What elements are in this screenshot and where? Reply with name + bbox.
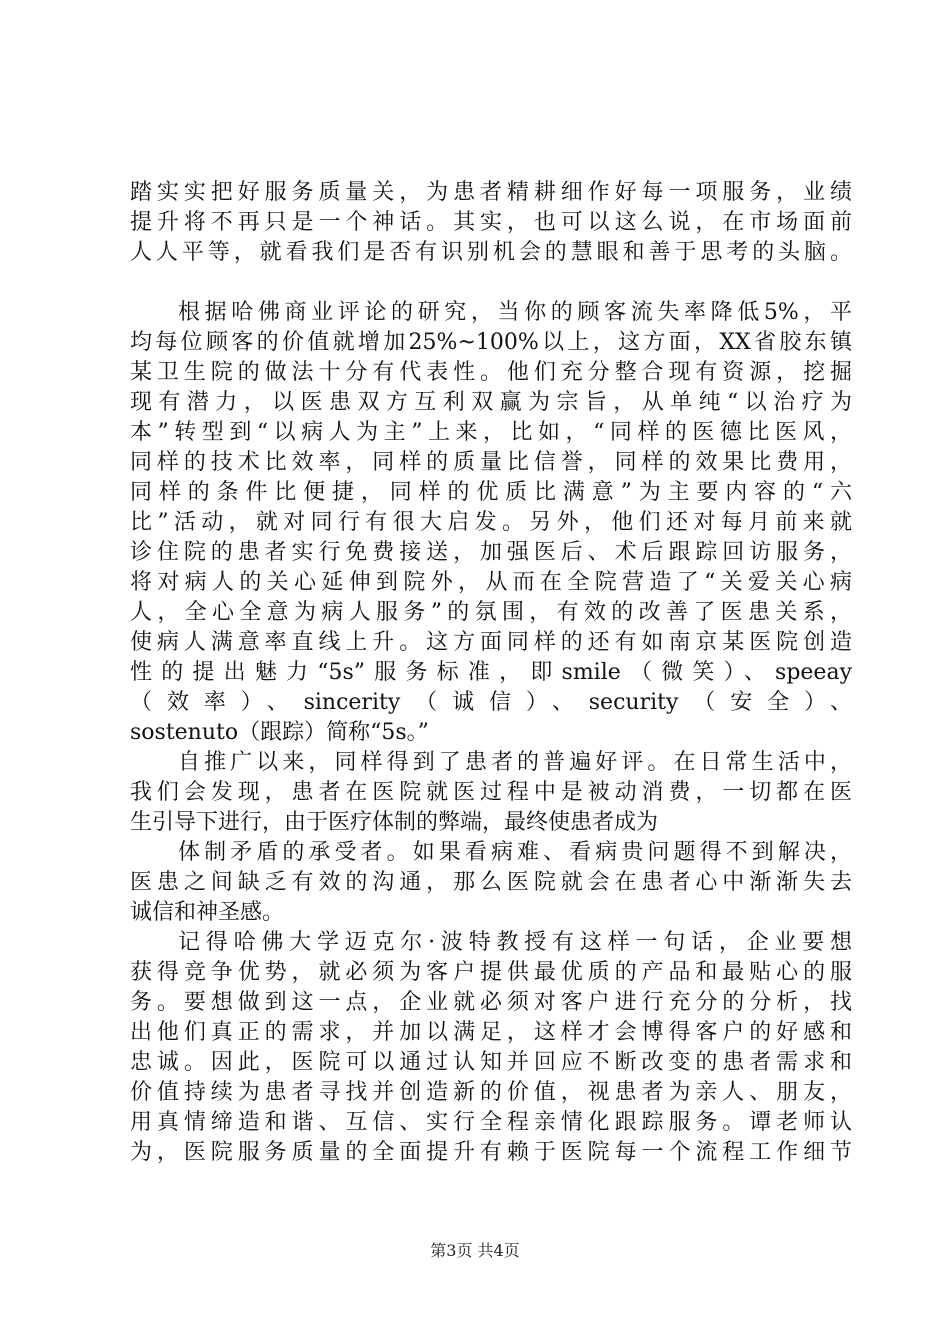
text-line: 价值持续为患者寻找并创造新的价值，视患者为亲人、朋友， bbox=[130, 1080, 852, 1105]
text-line: 自推广以来，同样得到了患者的普遍好评。在日常生活中， bbox=[178, 750, 852, 775]
text-line: 人人平等，就看我们是否有识别机会的慧眼和善于思考的头脑。 bbox=[130, 240, 852, 265]
text-line: 提升将不再只是一个神话。其实，也可以这么说，在市场面前 bbox=[130, 210, 852, 235]
text-line: sostenuto（跟踪）简称“5s。” bbox=[130, 720, 429, 745]
text-line: 出他们真正的需求，并加以满足，这样才会博得客户的好感和 bbox=[130, 1020, 852, 1045]
text-line: 人，全心全意为病人服务”的氛围，有效的改善了医患关系， bbox=[130, 600, 852, 625]
text-line: 同样的技术比效率，同样的质量比信誉，同样的效果比费用， bbox=[130, 450, 852, 475]
text-line: 诚信和神圣感。 bbox=[130, 900, 285, 925]
text-line: 现有潜力，以医患双方互利双赢为宗旨，从单纯“以治疗为 bbox=[130, 390, 852, 415]
text-line: 为，医院服务质量的全面提升有赖于医院每一个流程工作细节 bbox=[130, 1140, 852, 1165]
text-line: 忠诚。因此，医院可以通过认知并回应不断改变的患者需求和 bbox=[130, 1050, 852, 1075]
text-line: 用真情缔造和谐、互信、实行全程亲情化跟踪服务。谭老师认 bbox=[130, 1110, 852, 1135]
text-line: 踏实实把好服务质量关，为患者精耕细作好每一项服务，业绩 bbox=[130, 180, 852, 205]
text-line: 使病人满意率直线上升。这方面同样的还有如南京某医院创造 bbox=[130, 630, 852, 655]
text-line: 同样的条件比便捷，同样的优质比满意”为主要内容的“六 bbox=[130, 480, 852, 505]
text-line: 我们会发现，患者在医院就医过程中是被动消费，一切都在医 bbox=[130, 780, 852, 805]
text-line: 记得哈佛大学迈克尔·波特教授有这样一句话，企业要想 bbox=[178, 930, 852, 955]
text-line: 务。要想做到这一点，企业就必须对客户进行充分的分析，找 bbox=[130, 990, 852, 1015]
text-line: 体制矛盾的承受者。如果看病难、看病贵问题得不到解决， bbox=[178, 840, 852, 865]
page-number: 第3页 共4页 bbox=[430, 1241, 520, 1260]
text-line: （效率）、sincerity（诚信）、security（安全）、 bbox=[130, 690, 852, 715]
text-line: 比”活动，就对同行有很大启发。另外，他们还对每月前来就 bbox=[130, 510, 852, 535]
text-line: 均每位顾客的价值就增加25%~100%以上，这方面，XX省胶东镇 bbox=[130, 330, 852, 355]
text-line: 本”转型到“以病人为主”上来，比如，“同样的医德比医风， bbox=[130, 420, 852, 445]
text-line: 根据哈佛商业评论的研究，当你的顾客流失率降低5%，平 bbox=[178, 300, 852, 325]
text-line: 某卫生院的做法十分有代表性。他们充分整合现有资源，挖掘 bbox=[130, 360, 852, 385]
text-line: 将对病人的关心延伸到院外，从而在全院营造了“关爱关心病 bbox=[130, 570, 852, 595]
text-line: 生引导下进行，由于医疗体制的弊端，最终使患者成为 bbox=[130, 810, 659, 835]
text-line: 获得竞争优势，就必须为客户提供最优质的产品和最贴心的服 bbox=[130, 960, 852, 985]
text-line: 性的提出魅力“5s”服务标准，即smile（微笑）、speeay bbox=[130, 660, 852, 685]
text-line: 医患之间缺乏有效的沟通，那么医院就会在患者心中渐渐失去 bbox=[130, 870, 852, 895]
text-line: 诊住院的患者实行免费接送，加强医后、术后跟踪回访服务， bbox=[130, 540, 852, 565]
